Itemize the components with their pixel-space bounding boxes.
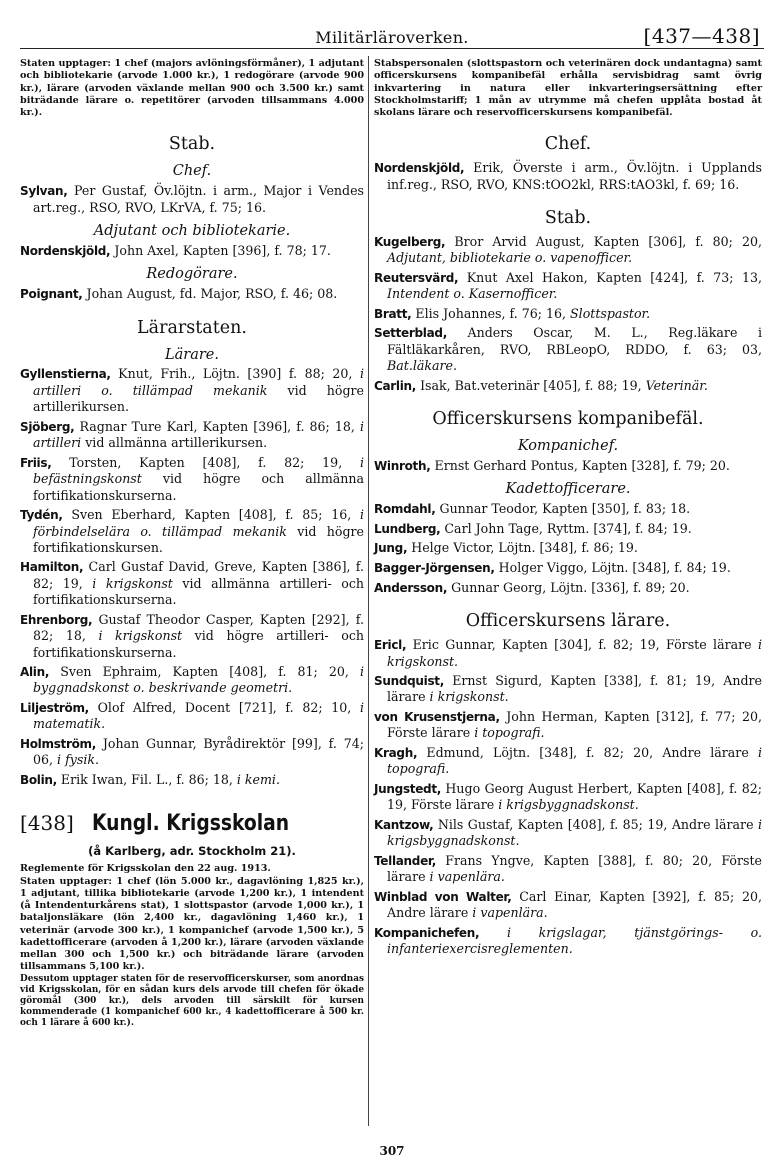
entry-name: Carlin,	[374, 378, 417, 393]
entry-name: Bolin,	[20, 772, 57, 787]
entry-name: Nordenskjöld,	[20, 243, 111, 258]
kungl-krigsskolan-heading	[20, 810, 364, 842]
entry-name: Tydén,	[20, 507, 63, 522]
entry-text: John Herman, Kapten [312], f. 77; 20, Förste lärare	[387, 708, 762, 741]
entry-name: Sundquist,	[374, 673, 445, 688]
entry-text: Erik, Överste i arm., Öv.löjtn. i Upplands inf.reg., RSO, RVO, KNS:tOO2kl, RRS:tAO3kl, f. 69; 16.	[387, 160, 762, 192]
entry-name: Alin,	[20, 664, 50, 679]
entry-name: Setterblad,	[374, 326, 447, 341]
entry-name: Lundberg,	[374, 521, 441, 536]
teacher-entry	[20, 559, 364, 608]
page-header	[20, 8, 764, 49]
entry-role: Intendent o. Kasernofficer.	[387, 286, 558, 302]
staff-entry	[374, 270, 762, 303]
entry-name: Gyllenstierna,	[20, 367, 111, 382]
staff-entry	[374, 234, 762, 267]
entry-subject: i befästningskonst	[33, 454, 364, 487]
entry-text: Ernst Sigurd, Kapten [338], f. 81; 19, Andre lärare	[387, 672, 762, 705]
entry-subject: i krigskonst	[92, 575, 173, 591]
entry-text: Holger Viggo, Löjtn. [348], f. 84; 19.	[494, 560, 731, 575]
staff-intro: Staten upptager: 1 chef (majors avlöningsförmåner), 1 adjutant och bibliotekarie (arvode 1.000 kr.), 1 redogörare (arvode 900 kr.), lärare (arvoden växlande mellan 900 och 3.500 kr.) samt biträdande lärare o. repetitörer (arvoden tillsammans 4.000 kr.).	[20, 58, 364, 119]
entry-adjutant	[20, 243, 364, 260]
kadett-entry	[374, 580, 762, 597]
right-column	[374, 58, 762, 961]
entry-name: Jung,	[374, 541, 408, 556]
entry-subject: i fysik.	[57, 752, 99, 768]
staff-entry	[374, 378, 762, 395]
entry-chef	[20, 183, 364, 216]
role-heading-adjutant: Adjutant och bibliotekarie.	[93, 222, 291, 239]
entry-name: Kantzow,	[374, 817, 434, 832]
entry-text: Eric Gunnar, Kapten [304], f. 82; 19, Förste lärare	[406, 636, 758, 652]
teacher-entry	[374, 745, 762, 778]
entry-tail: vid högre och allmänna fortifikationskurserna.	[33, 471, 364, 503]
section-heading-chef: Chef.	[544, 134, 592, 155]
entry-tail: vid allmänna artillerikursen.	[81, 435, 268, 451]
kadett-entry	[374, 501, 762, 518]
entry-name: Kugelberg,	[374, 234, 446, 249]
role-heading-kadettofficerare: Kadettofficerare.	[505, 481, 631, 498]
entry-name: Sylvan,	[20, 183, 68, 198]
entry-text: Knut, Frih., Löjtn. [390] f. 88; 20,	[110, 366, 360, 382]
section-address: (å Karlberg, adr. Stockholm 21).	[88, 844, 296, 859]
teacher-entry	[20, 507, 364, 556]
stabspersonal-intro: Stabspersonalen (slottspastorn och veterinären dock undantagna) samt officerskursens kompanibefäl erhålla servisbidrag samt övrig inkvartering in natura eller inkvarteringsersättning efter Stockholmstariff; 1 mån av utrymme må chefen upplåta bostad åt skolans lärare och reservofficerskursens kompanibefäl.	[374, 58, 762, 119]
entry-subject: i kemi.	[236, 771, 280, 787]
entry-text: Olof Alfred, Docent [721], f. 82; 10,	[88, 699, 360, 715]
entry-name: Friis,	[20, 455, 52, 470]
page-range: [437—438]	[643, 24, 760, 48]
entry-subject: i matematik.	[33, 699, 364, 732]
entry-text: Erik Iwan, Fil. L., f. 86; 18,	[56, 771, 237, 787]
entry-text: Johan August, fd. Major, RSO, f. 46; 08.	[82, 286, 338, 302]
entry-text: Nils Gustaf, Kapten [408], f. 85; 19, Andre lärare	[433, 816, 758, 832]
teacher-entry	[20, 455, 364, 504]
entry-text: Torsten, Kapten [408], f. 82; 19,	[51, 454, 360, 470]
entry-text: Ernst Gerhard Pontus, Kapten [328], f. 79; 20.	[430, 457, 730, 473]
entry-text: Per Gustaf, Öv.löjtn. i arm., Major i Vendes art.reg., RSO, RVO, LKrVA, f. 75; 16.	[33, 182, 364, 215]
entry-name: Ehrenborg,	[20, 612, 93, 627]
left-column	[20, 58, 364, 1029]
entry-name: Reutersvärd,	[374, 270, 459, 285]
teacher-entry	[374, 817, 762, 850]
entry-text: Carl Gustaf David, Greve, Kapten [386], f. 82; 19,	[33, 559, 364, 591]
entry-text: Sven Ephraim, Kapten [408], f. 81; 20,	[49, 663, 360, 679]
entry-text: Gustaf Theodor Casper, Kapten [292], f. 82; 18,	[33, 611, 364, 644]
entry-text: Carl Einar, Kapten [392], f. 85; 20, Andre lärare	[387, 888, 762, 921]
entry-text: John Axel, Kapten [396], f. 78; 17.	[110, 242, 331, 258]
entry-subject: i krigskonst.	[429, 689, 509, 705]
entry-subject: i artilleri	[33, 418, 364, 451]
entry-name: Hamilton,	[20, 560, 84, 575]
entry-name: Jungstedt,	[374, 781, 442, 796]
entry-role: Veterinär.	[645, 377, 708, 393]
staff-entry	[374, 325, 762, 374]
teacher-entry	[374, 637, 762, 670]
entry-text: Ragnar Ture Karl, Kapten [396], f. 86; 18,	[74, 418, 360, 434]
entry-tail: vid högre artilleri- och fortifikationskurserna.	[33, 628, 364, 660]
entry-text	[479, 925, 507, 940]
kadett-entry	[374, 540, 762, 557]
entry-text: Gunnar Georg, Löjtn. [336], f. 89; 20.	[447, 579, 690, 595]
teacher-entry	[374, 709, 762, 742]
section-number: [438]	[20, 811, 74, 836]
entry-subject: i krigskonst.	[387, 636, 762, 669]
entry-role: Adjutant, bibliotekarie o. vapenofficer.	[387, 250, 633, 266]
section-heading-kompanibefal: Officerskursens kompanibefäl.	[432, 409, 704, 430]
entry-text: Frans Yngve, Kapten [388], f. 80; 20, Förste lärare	[387, 852, 762, 885]
teacher-entry	[20, 366, 364, 415]
entry-role: Bat.läkare.	[387, 358, 457, 374]
role-heading-larare: Lärare.	[165, 346, 219, 363]
teacher-entry	[20, 700, 364, 733]
entry-text: Bror Arvid August, Kapten [306], f. 80; 20,	[445, 233, 762, 249]
section-heading-lararstaten: Lärarstaten.	[137, 317, 247, 338]
entry-tail: vid högre artillerikursen.	[33, 382, 364, 415]
entry-text: Hugo Georg August Herbert, Kapten [408], f. 82; 19, Förste lärare	[387, 780, 762, 813]
entry-text: Knut Axel Hakon, Kapten [424], f. 73; 13,	[458, 269, 762, 285]
kungl-staff-intro: Staten upptager: 1 chef (lön 5.000 kr., dagavlöning 1,825 kr.), 1 adjutant, tillika bibliotekarie (arvode 1,200 kr.), 1 intendent (å Intendenturkårens stat), 1 slottspastor (arvode 1,000 kr.), 1 bataljonsläkare (lön 2,400 kr., dagavlöning 1,460 kr.), 1 veterinär (arvode 300 kr.), 1 kompanichef (arvode 1,500 kr.), 5 kadettofficerare (arvoden å 1,200 kr.), lärare (arvoden växlande mellan 300 och 1,500 kr.) och biträdande lärare (arvoden tillsammans 5,100 kr.).	[20, 875, 364, 973]
teacher-entry	[20, 736, 364, 769]
entry-text: Carl John Tage, Ryttm. [374], f. 84; 19.	[440, 520, 692, 536]
entry-name: Holmström,	[20, 736, 97, 751]
entry-name: Bratt,	[374, 306, 412, 321]
role-heading-kompanichef: Kompanichef.	[517, 437, 619, 454]
teacher-entry	[374, 889, 762, 922]
kadett-entry	[374, 560, 762, 577]
kadett-entry	[374, 521, 762, 538]
entry-text: Johan Gunnar, Byrådirektör [99], f. 74; 06,	[33, 735, 364, 768]
entry-name: Winblad von Walter,	[374, 889, 512, 904]
section-heading-stab: Stab.	[544, 208, 592, 229]
section-heading-officerskursens-larare: Officerskursens lärare.	[465, 611, 671, 632]
entry-tail: vid högre fortifikationskursen.	[33, 523, 364, 555]
entry-name: Liljeström,	[20, 700, 89, 715]
entry-name: Bagger-Jörgensen,	[374, 561, 495, 575]
entry-name: von Krusenstjerna,	[374, 709, 500, 724]
entry-subject: i artilleri o. tillämpad mekanik	[33, 366, 364, 398]
entry-text: Anders Oscar, M. L., Reg.läkare i Fältläkarkåren, RVO, RBLeopO, RDDO, f. 63; 03,	[387, 325, 762, 357]
entry-name: Winroth,	[374, 458, 431, 473]
entry-name: Andersson,	[374, 580, 448, 595]
teacher-entry	[374, 853, 762, 886]
entry-name: Tellander,	[374, 853, 437, 868]
entry-name: Poignant,	[20, 287, 83, 302]
entry-text: Isak, Bat.veterinär [405], f. 88; 19,	[416, 377, 646, 393]
entry-role: Slottspastor.	[570, 305, 651, 321]
teacher-entry	[374, 925, 762, 958]
section-title: Kungl. Krigsskolan	[92, 811, 290, 837]
entry-text: Gunnar Teodor, Kapten [350], f. 83; 18.	[435, 501, 691, 517]
entry-subject: i krigskonst	[98, 628, 183, 644]
entry-name: Kragh,	[374, 745, 418, 760]
column-divider	[368, 56, 369, 1126]
role-heading-chef: Chef.	[172, 163, 212, 180]
page-number: 307	[379, 1144, 405, 1158]
entry-chef	[374, 160, 762, 193]
entry-subject: i topografi.	[387, 744, 762, 777]
teacher-entry	[374, 781, 762, 814]
entry-name: Romdahl,	[374, 502, 436, 517]
entry-subject: i krigsbyggnadskonst.	[387, 816, 762, 849]
teacher-entry	[20, 664, 364, 697]
entry-subject: i krigsbyggnadskonst.	[498, 797, 639, 813]
entry-text: Sven Eberhard, Kapten [408], f. 85; 16,	[62, 506, 360, 522]
entry-subject: i vapenlära.	[429, 869, 505, 885]
role-heading-redogorare: Redogörare.	[146, 266, 238, 283]
entry-name: Sjöberg,	[20, 419, 75, 434]
teacher-entry	[20, 612, 364, 661]
entry-subject: i krigslagar, tjänstgörings- o. infanteriexercisreglementen.	[387, 924, 762, 957]
entry-text: Helge Victor, Löjtn. [348], f. 86; 19.	[407, 540, 638, 556]
section-heading-stab: Stab.	[168, 134, 216, 155]
entry-redogorare	[20, 286, 364, 303]
teacher-entry	[374, 673, 762, 706]
entry-subject: i topografi.	[474, 725, 545, 741]
entry-subject: i förbindelselära o. tillämpad mekanik	[33, 506, 364, 539]
kungl-staff-intro-extra: Dessutom upptager staten för de reservofficerskurser, som anordnas vid Krigsskolan, för en sådan kurs dels arvode till chefen för ökade göromål (300 kr.), dels arvoden till särskilt för kursen kommenderade (1 kompanichef 600 kr., 4 kadettofficerare å 500 kr. och 1 lärare å 600 kr.).	[20, 973, 364, 1029]
teacher-entry	[20, 419, 364, 452]
entry-subject: i byggnadskonst o. beskrivande geometri.	[33, 663, 364, 696]
entry-text: Elis Johannes, f. 76; 16,	[411, 305, 571, 321]
reglemente-line: Reglemente för Krigsskolan den 22 aug. 1913.	[20, 863, 271, 875]
entry-name: Nordenskjöld,	[374, 161, 465, 176]
entry-subject: i vapenlära.	[472, 905, 548, 921]
entry-name: Ericl,	[374, 637, 407, 652]
entry-name: Kompanichefen,	[374, 925, 480, 940]
entry-text: Edmund, Löjtn. [348], f. 82; 20, Andre lärare	[417, 744, 758, 760]
entry-kompanichef	[374, 458, 762, 475]
teacher-entry	[20, 772, 364, 789]
staff-entry	[374, 306, 762, 323]
entry-tail: vid allmänna artilleri- och fortifikationskurserna.	[33, 575, 364, 608]
page-title: Militärläroverken.	[315, 28, 469, 47]
